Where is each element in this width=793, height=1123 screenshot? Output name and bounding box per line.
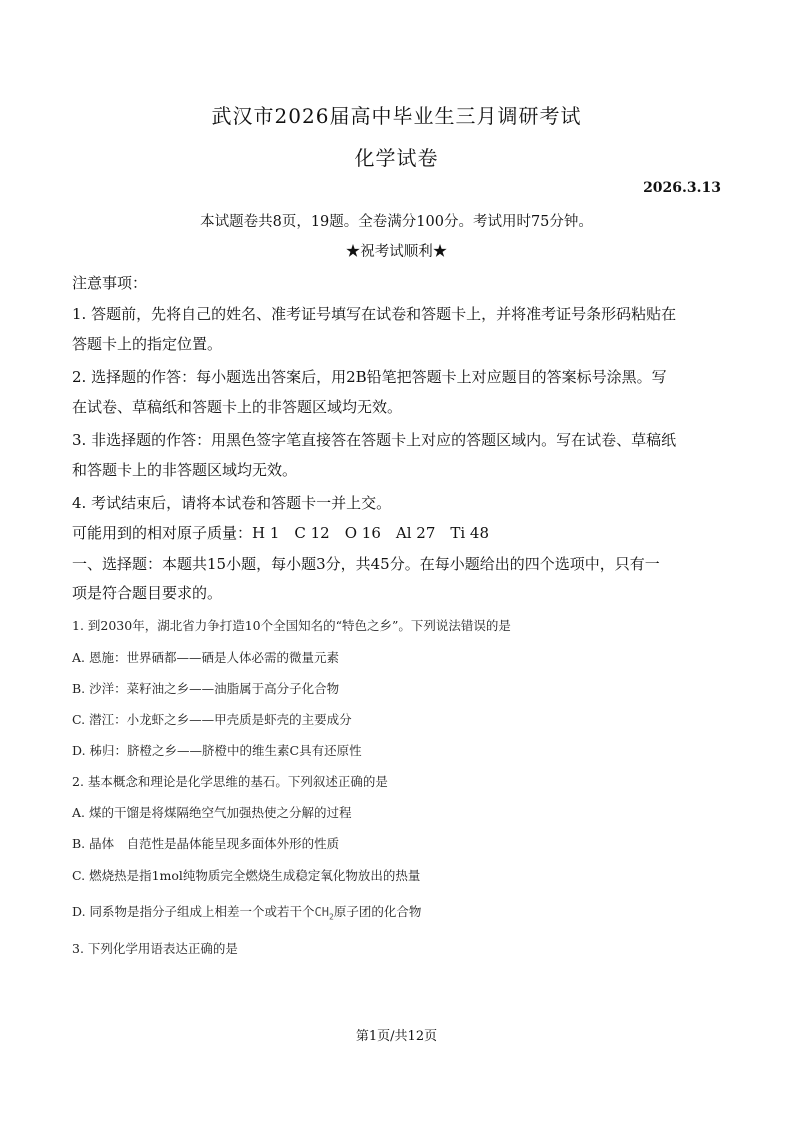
notice-item-3-line2: 和答题卡上的非答题区域均无效。 [72, 461, 298, 479]
section-one-line1: 一、选择题：本题共15小题，每小题3分，共45分。在每小题给出的四个选项中，只有一 [72, 555, 660, 573]
notice-item-4-line1: 4. 考试结束后，请将本试卷和答题卡一并上交。 [72, 494, 392, 512]
question-2-option-d-text-before: D. 同系物是指分子组成上相差一个或若干个 [72, 904, 315, 919]
exam-wish: ★祝考试顺利★ [345, 244, 448, 260]
section-one-line2: 项是符合题目要求的。 [72, 584, 223, 602]
exam-title: 武汉市2026届高中毕业生三月调研考试 [211, 104, 582, 128]
notice-item-1-line2: 答题卡上的指定位置。 [72, 335, 223, 353]
exam-date: 2026.3.13 [643, 180, 721, 196]
question-1-option-b: B. 沙洋：菜籽油之乡——油脂属于高分子化合物 [72, 681, 340, 696]
question-2-stem: 2. 基本概念和理论是化学思维的基石。下列叙述正确的是 [72, 774, 388, 789]
question-2-option-c: C. 燃烧热是指1mol纯物质完全燃烧生成稳定氧化物放出的热量 [72, 868, 421, 883]
question-2-option-b: B. 晶体 自范性是晶体能呈现多面体外形的性质 [72, 836, 340, 851]
question-2-option-d [72, 902, 421, 921]
notice-item-3-line1: 3. 非选择题的作答：用黑色签字笔直接答在答题卡上对应的答题区域内。写在试卷、草稿纸 [72, 431, 677, 449]
page-footer: 第1页/共12页 [355, 1029, 438, 1044]
question-1-option-c: C. 潜江：小龙虾之乡——甲壳质是虾壳的主要成分 [72, 712, 352, 727]
question-2-option-d-text-after: 原子团的化合物 [333, 904, 422, 919]
question-1-stem: 1. 到2030年，湖北省力争打造10个全国知名的“特色之乡”。下列说法错误的是 [72, 618, 511, 633]
question-2-option-a: A. 煤的干馏是将煤隔绝空气加强热使之分解的过程 [72, 805, 352, 820]
atomic-mass-line: 可能用到的相对原子质量：H 1 C 12 O 16 Al 27 Ti 48 [72, 524, 490, 542]
question-1-option-a: A. 恩施：世界硒都——硒是人体必需的微量元素 [72, 650, 339, 665]
notice-item-2-line2: 在试卷、草稿纸和答题卡上的非答题区域均无效。 [72, 398, 403, 416]
notice-item-1-line1: 1. 答题前，先将自己的姓名、准考证号填写在试卷和答题卡上，并将准考证号条形码粘贴在 [72, 305, 677, 323]
exam-meta: 本试题卷共8页，19题。全卷满分100分。考试用时75分钟。 [200, 214, 593, 230]
question-1-option-d: D. 秭归：脐橙之乡——脐橙中的维生素C具有还原性 [72, 743, 362, 758]
notice-heading: 注意事项： [72, 274, 148, 292]
exam-subtitle: 化学试卷 [354, 146, 439, 170]
ch2-formula: $CH_2$ [314, 905, 334, 922]
notice-item-2-line1: 2. 选择题的作答：每小题选出答案后，用2B铅笔把答题卡上对应题目的答案标号涂黑。写 [72, 368, 667, 386]
question-3-stem: 3. 下列化学用语表达正确的是 [72, 941, 238, 956]
